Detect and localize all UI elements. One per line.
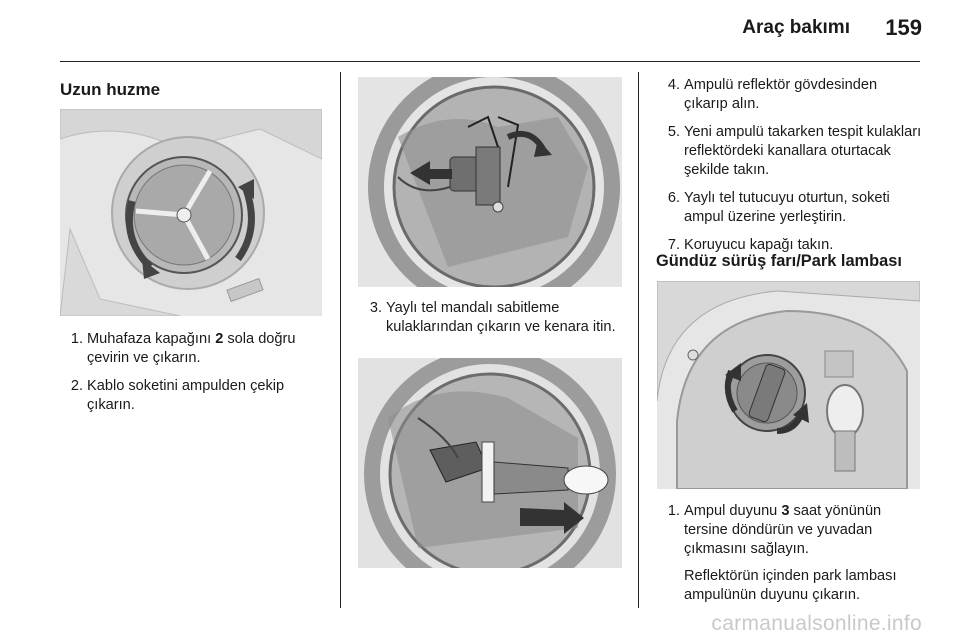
header-rule [60, 61, 920, 62]
bulb-removal-illustration [358, 358, 622, 568]
reference-number: 3 [781, 503, 790, 519]
column-divider-1 [340, 72, 341, 608]
figure-bulb-removal [358, 358, 622, 568]
step-item [658, 502, 924, 605]
step-number: 6. [667, 190, 680, 206]
step-text: Ampulü reflektör gövdesinden çıkarıp alın. [684, 77, 878, 112]
heading-daytime-running-light: Gündüz sürüş farı/Park lambası [656, 252, 902, 270]
reference-number: 2 [215, 331, 224, 347]
steps-list-1 [61, 330, 323, 424]
steps-list-3 [658, 76, 924, 264]
step-text: Muhafaza kapağını 2 sola doğru çevirin ve çıkarın. [87, 331, 296, 366]
headlamp-cap-illustration [60, 109, 322, 316]
step-text: Yeni ampulü takarken tespit kulakları reflektördeki kanallara oturtacak şekilde takın. [684, 124, 922, 178]
step-number: 1. [667, 503, 680, 519]
step-item [61, 330, 323, 368]
step-item [658, 189, 924, 227]
heading-high-beam: Uzun huzme [60, 80, 161, 99]
step-item [658, 76, 924, 114]
step-number: 5. [667, 124, 680, 140]
step-text: Ampul duyunu 3 saat yönünün tersine döndürün ve yuvadan çıkmasını sağlayın. [684, 503, 882, 557]
step-text: Koruyucu kapağı takın. [684, 237, 834, 253]
page-number: 159 [885, 15, 922, 40]
socket-removal-illustration [358, 77, 622, 287]
figure-drl-socket [657, 281, 920, 489]
watermark: carmanualsonline.info [711, 612, 922, 635]
step-number: 3. [369, 300, 382, 316]
step-item [61, 377, 323, 415]
figure-cap-removal [60, 109, 322, 316]
step-number: 1. [70, 331, 83, 347]
step-number: 4. [667, 77, 680, 93]
step-text: Kablo soketini ampulden çekip çıkarın. [87, 378, 285, 413]
column-divider-2 [638, 72, 639, 608]
step-number: 2. [70, 378, 83, 394]
step-item [360, 299, 622, 337]
figure-socket-removal [358, 77, 622, 287]
step-text: Yaylı tel tutucuyu oturtun, soketi ampul üzerine yerleştirin. [684, 190, 890, 225]
step-text: Yaylı tel mandalı sabitleme kulaklarından çıkarın ve kenara itin. [386, 300, 616, 335]
drl-socket-illustration [657, 281, 920, 489]
step-item [658, 123, 924, 180]
steps-list-2 [360, 299, 622, 346]
step-note: Reflektörün içinden park lambası ampulünün duyunu çıkarın. [684, 568, 897, 603]
steps-list-4 [658, 502, 924, 614]
section-title: Araç bakımı [742, 17, 850, 38]
step-number: 7. [667, 237, 680, 253]
